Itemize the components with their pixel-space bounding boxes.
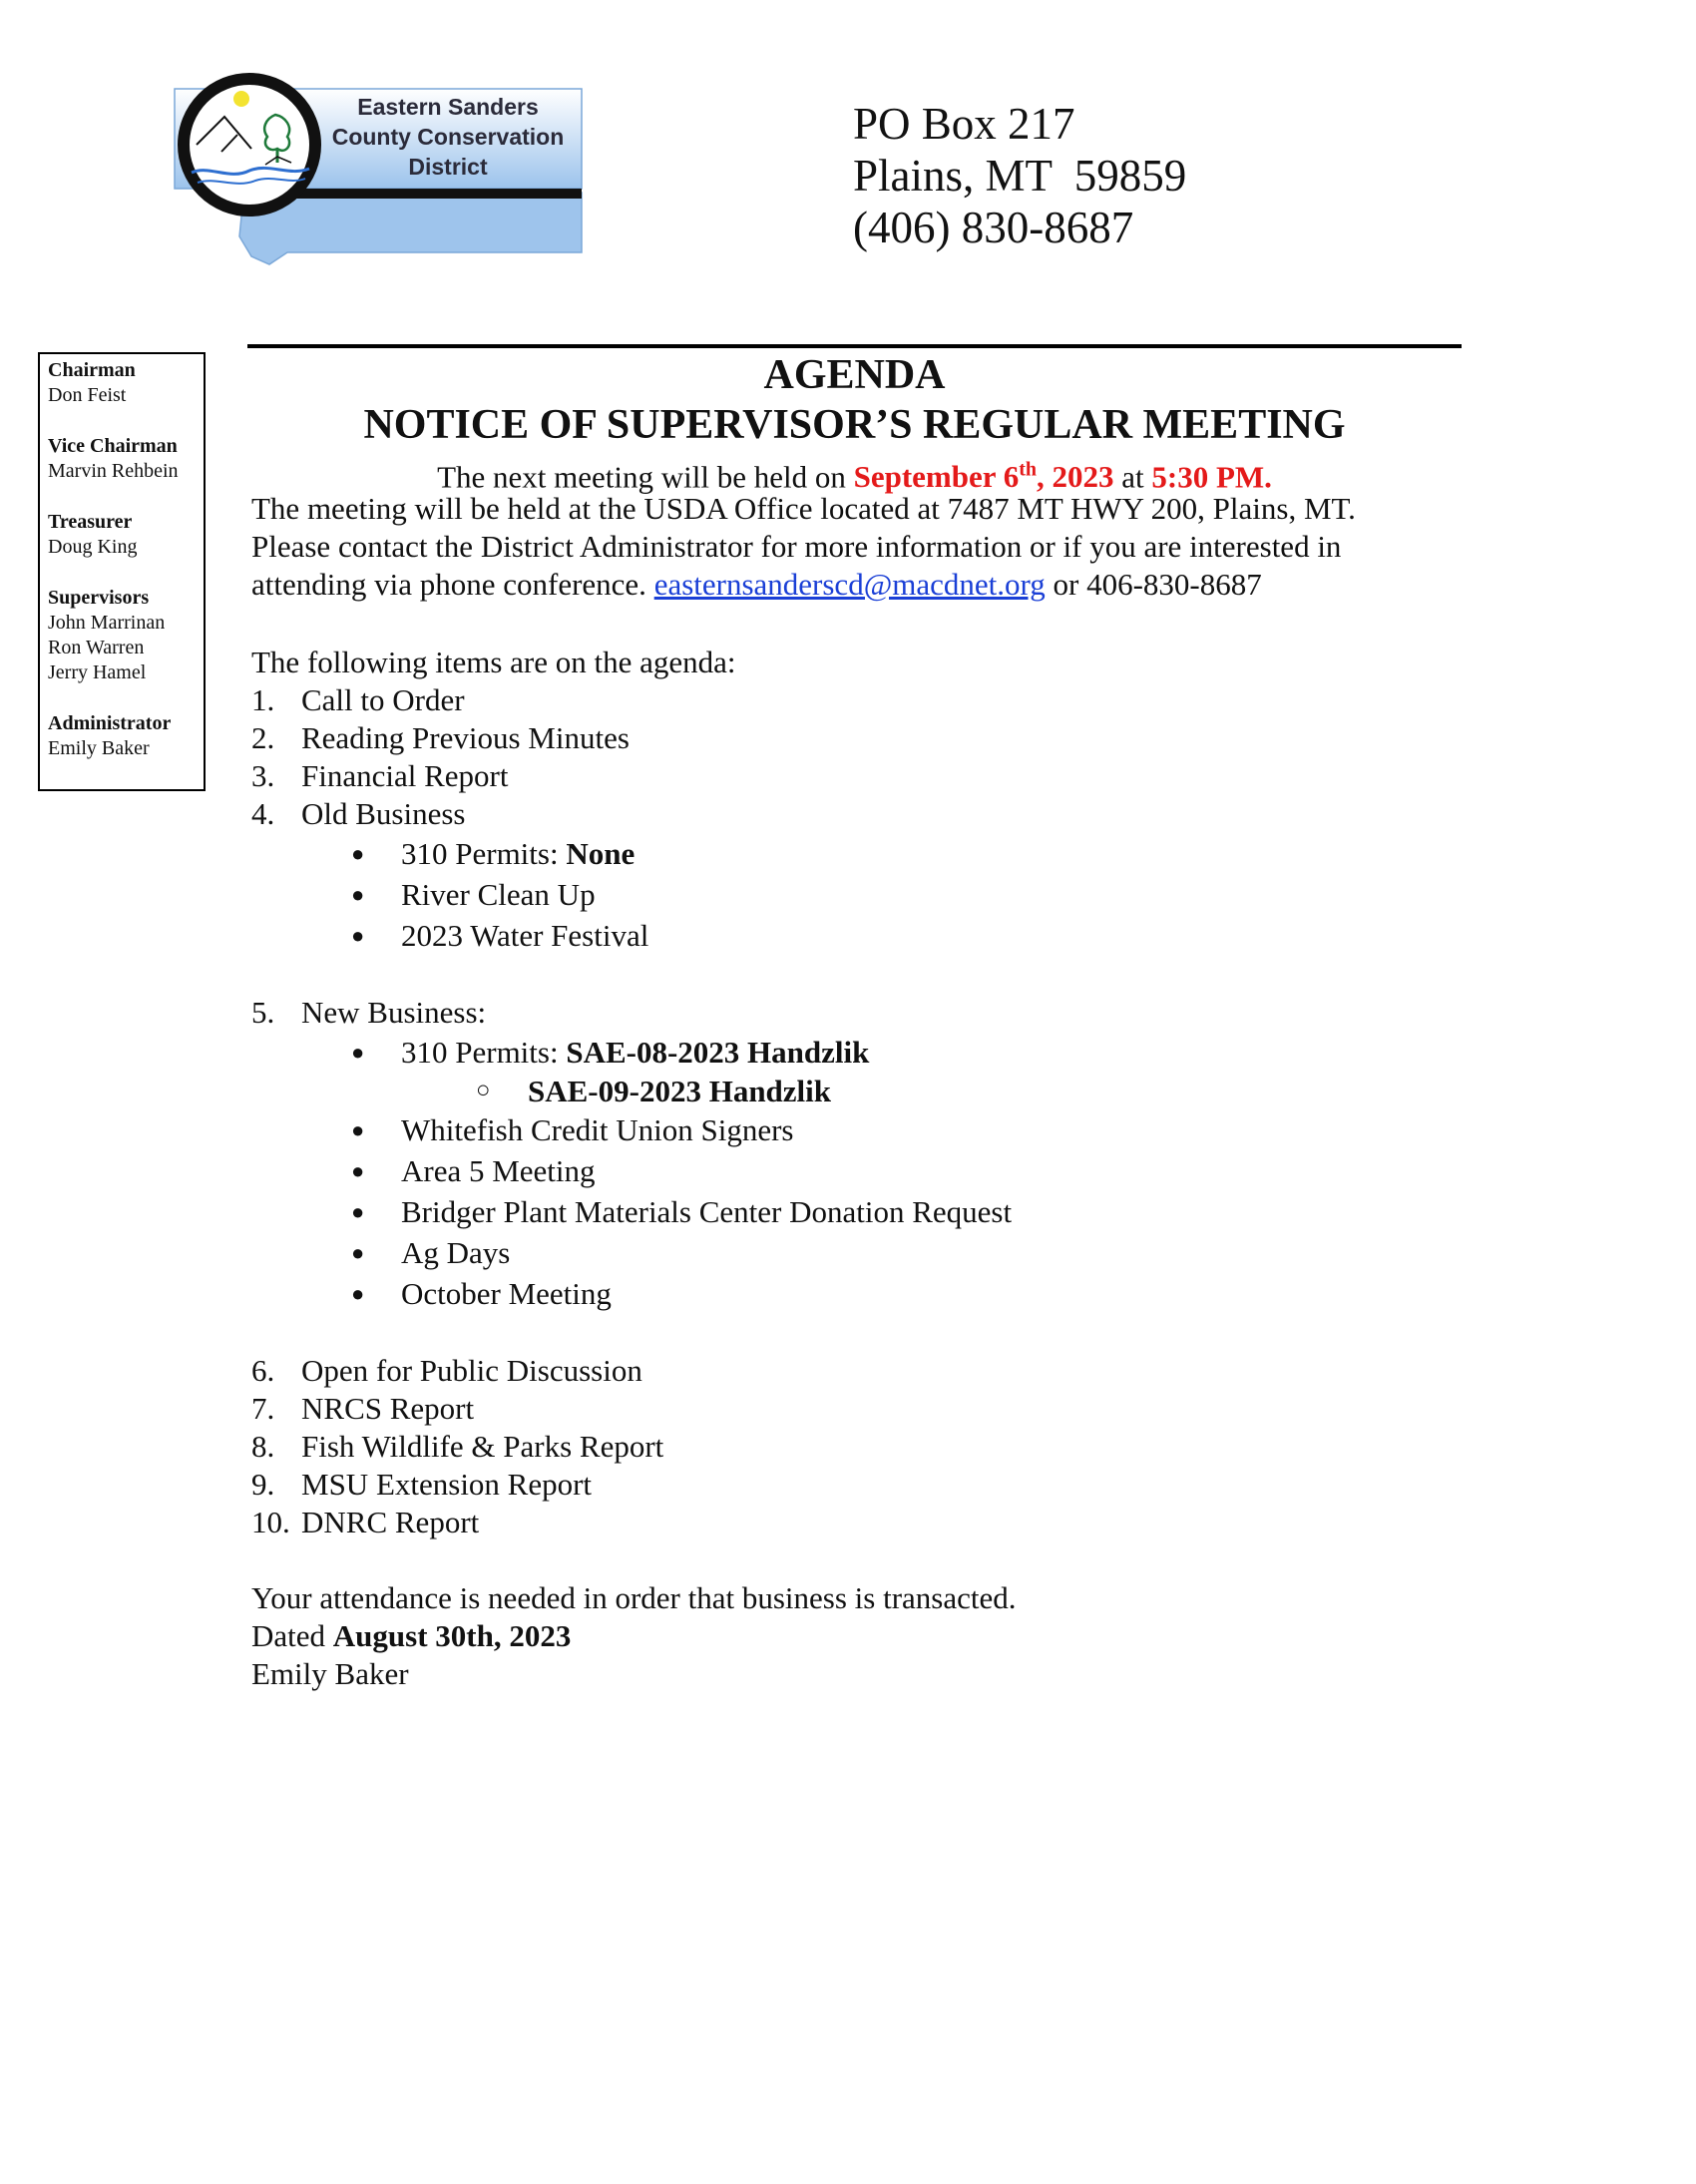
officer-name: Ron Warren [48,637,145,658]
agenda-intro: The following items are on the agenda: [251,645,736,679]
item-label: New Business: [301,995,487,1030]
permits-label: 310 Permits: [401,836,567,871]
bullet-text: Ag Days [401,1235,511,1270]
bullet-icon: ● [351,1040,365,1065]
officers-sidebar [38,352,206,791]
permits-label: 310 Permits: [401,1035,567,1070]
mailing-address [853,98,1186,253]
agenda-item [251,994,1488,1032]
info-line-1: The meeting will be held at the USDA Office located at 7487 MT HWY 200, Plains, MT. [251,491,1356,526]
bullet-text: Whitefish Credit Union Signers [401,1112,794,1147]
bullet-text: Bridger Plant Materials Center Donation Request [401,1194,1013,1229]
item-label: Old Business [301,796,466,831]
bullet-text [401,833,635,874]
bullet-text: October Meeting [401,1276,612,1311]
permits-value: None [566,836,636,871]
signature: Emily Baker [251,1656,409,1691]
sub-bullet-item [476,1073,1488,1109]
meeting-date-suffix: th [1019,459,1038,481]
page-title: AGENDA [763,352,946,398]
bullet-icon: ● [351,923,365,948]
meeting-time: 5:30 PM. [1151,459,1272,495]
item-number: 1. [251,682,275,717]
bullet-item [351,1273,1488,1314]
email-link[interactable]: easternsanderscd@macdnet.org [653,567,1046,602]
bullet-icon: ● [351,882,365,907]
dated-value: August 30th, 2023 [332,1618,572,1653]
address-line-2: Plains, MT 59859 [853,151,1187,201]
agenda-item [251,681,1488,719]
info-line-2: Please contact the District Administrator for more information or if you are interested in [251,529,1342,564]
logo-line-2: County Conservation [331,124,565,150]
officer-role: Administrator [48,712,172,734]
item-number: 4. [251,796,275,831]
meeting-intro: The next meeting will be held on [437,459,854,495]
bullet-item [351,1109,1488,1150]
item-label: Fish Wildlife & Parks Report [301,1429,664,1464]
officer-group-treasurer [48,510,196,560]
item-number: 3. [251,758,275,793]
agenda-item [251,757,1488,795]
officer-role: Supervisors [48,587,150,609]
item-label: Reading Previous Minutes [301,720,630,755]
bullet-item [351,1232,1488,1273]
bullet-item [351,833,1488,874]
bullet-text: River Clean Up [401,877,596,912]
item-number: 9. [251,1467,275,1502]
item-number: 2. [251,720,275,755]
agenda-item [251,1504,1488,1541]
info-line-3-post: or 406-830-8687 [1045,567,1262,602]
agenda-item [251,1466,1488,1504]
officer-role: Chairman [48,359,136,381]
agenda-item [251,795,1488,833]
attendance-note: Your attendance is needed in order that business is transacted. [251,1580,1017,1615]
info-line-3-pre: attending via phone conference. [251,567,654,602]
item-label: MSU Extension Report [301,1467,593,1502]
bullet-item [351,915,1488,956]
bullet-icon: ● [351,1199,365,1224]
bullet-text [401,1032,869,1073]
sub-bullet-text: SAE-09-2023 Handzlik [528,1074,832,1108]
item-number: 10. [251,1505,290,1539]
item-number: 6. [251,1353,275,1388]
bullet-icon: ● [351,1158,365,1183]
logo-line-3: District [408,154,488,180]
item-number: 8. [251,1429,275,1464]
bullet-icon: ● [351,1117,365,1142]
meeting-date-month: September 6 [853,459,1020,495]
agenda-item [251,719,1488,757]
item-label: DNRC Report [301,1505,480,1539]
header-divider [247,344,1462,348]
officer-name: Marvin Rehbein [48,460,179,482]
hollow-bullet-icon: ○ [476,1078,491,1103]
bullet-text: Area 5 Meeting [401,1153,596,1188]
logo-text [317,92,579,182]
meeting-info [251,490,1488,604]
item-label: Open for Public Discussion [301,1353,642,1388]
officer-name: Doug King [48,536,138,558]
item-label: NRCS Report [301,1391,475,1426]
bullet-item [351,1191,1488,1232]
officer-name: Emily Baker [48,737,150,759]
officer-name: Don Feist [48,384,127,406]
officer-group-administrator [48,711,196,761]
info-line-3 [251,566,1488,604]
bullet-icon: ● [351,841,365,866]
officer-name: John Marrinan [48,612,166,634]
bullet-text: 2023 Water Festival [401,918,649,953]
officer-role: Treasurer [48,511,133,533]
agenda-item [251,1428,1488,1466]
officer-group-supervisors [48,586,196,685]
item-label: Financial Report [301,758,509,793]
agenda-item [251,1352,1488,1390]
officer-role: Vice Chairman [48,435,178,457]
officer-group-vice-chairman [48,434,196,484]
meeting-at: at [1113,459,1152,495]
item-label: Call to Order [301,682,465,717]
meeting-date-year: , 2023 [1037,459,1114,495]
agenda-list [251,644,1488,1693]
item-number: 5. [251,995,275,1030]
bullet-item [351,874,1488,915]
dated-line [251,1617,1488,1655]
bullet-icon: ● [351,1281,365,1306]
address-line-3: (406) 830-8687 [853,203,1134,252]
bullet-icon: ● [351,1240,365,1265]
bullet-item [351,1032,1488,1073]
bullet-item [351,1150,1488,1191]
logo-line-1: Eastern Sanders [357,94,539,120]
officer-group-chairman [48,358,196,408]
officer-name: Jerry Hamel [48,661,147,683]
permits-value: SAE-08-2023 Handzlik [566,1035,870,1070]
address-line-1: PO Box 217 [853,99,1075,149]
dated-label: Dated [251,1618,333,1653]
district-logo [170,65,589,274]
agenda-item [251,1390,1488,1428]
item-number: 7. [251,1391,275,1426]
page-subtitle: NOTICE OF SUPERVISOR’S REGULAR MEETING [363,402,1346,448]
